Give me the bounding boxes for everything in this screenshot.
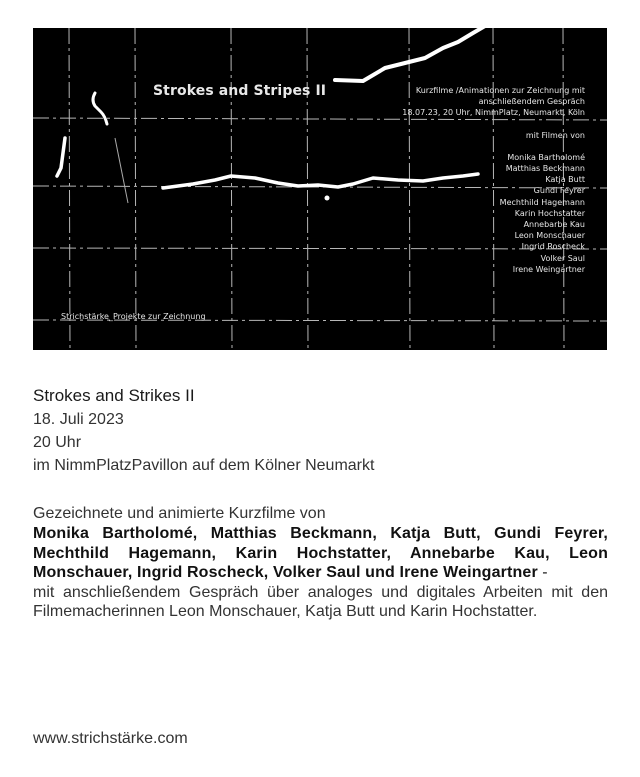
event-time: 20 Uhr: [33, 434, 82, 451]
poster-info-line: anschließendem Gespräch: [478, 97, 585, 107]
event-date: 18. Juli 2023: [33, 411, 124, 428]
poster-dot: [325, 196, 330, 201]
poster-artist: Mechthild Hagemann: [499, 197, 585, 207]
poster-artist: Matthias Beckmann: [505, 164, 585, 174]
poster-info: [402, 85, 585, 275]
description-dash: -: [537, 564, 548, 581]
event-poster: [33, 28, 607, 350]
artist-names: Monika Bartholomé, Matthias Beckmann, Katja Butt, Gundi Feyrer, Mechthild Hagemann, Karin Hochstatter, Annebarbe Kau, Leon Monschauer, Ingrid Roscheck, Volker Saul und Irene Weingartner: [33, 525, 608, 581]
description-rest: mit anschließendem Gespräch über analoges und digitales Arbeiten mit den Filmemacherinnen Leon Monschauer, Katja Butt und Karin Hochstatter.: [33, 583, 608, 620]
event-title: Strokes and Strikes II: [33, 386, 195, 405]
poster-artist: Irene Weingartner: [512, 264, 585, 274]
poster-artist: Annebarbe Kau: [523, 220, 585, 230]
poster-artist: Ingrid Roscheck: [521, 242, 585, 252]
description-intro: Gezeichnete und animierte Kurzfilme von: [33, 505, 326, 522]
poster-with-films: mit Filmen von: [525, 130, 585, 140]
description-body: [33, 524, 608, 622]
event-place: im NimmPlatzPavillon auf dem Kölner Neumarkt: [33, 457, 375, 474]
poster-footer: Strichstärke_Projekte zur Zeichnung: [61, 312, 206, 321]
poster-artist: Karin Hochstatter: [514, 208, 585, 218]
website-link[interactable]: www.strichstärke.com: [33, 730, 188, 747]
poster-info-line: Kurzfilme /Animationen zur Zeichnung mit: [415, 86, 585, 95]
poster-title: Strokes and Stripes II: [153, 83, 327, 99]
poster-artist: Volker Saul: [540, 253, 585, 263]
poster-artist: Katja Butt: [545, 175, 585, 185]
poster-artist: Monika Bartholomé: [507, 152, 585, 162]
poster-artist: Gundi Feyrer: [533, 186, 585, 196]
poster-artist: Leon Monschauer: [514, 231, 585, 241]
poster-info-line: 18.07.23, 20 Uhr, NimmPlatz, Neumarkt, Köln: [402, 108, 585, 118]
